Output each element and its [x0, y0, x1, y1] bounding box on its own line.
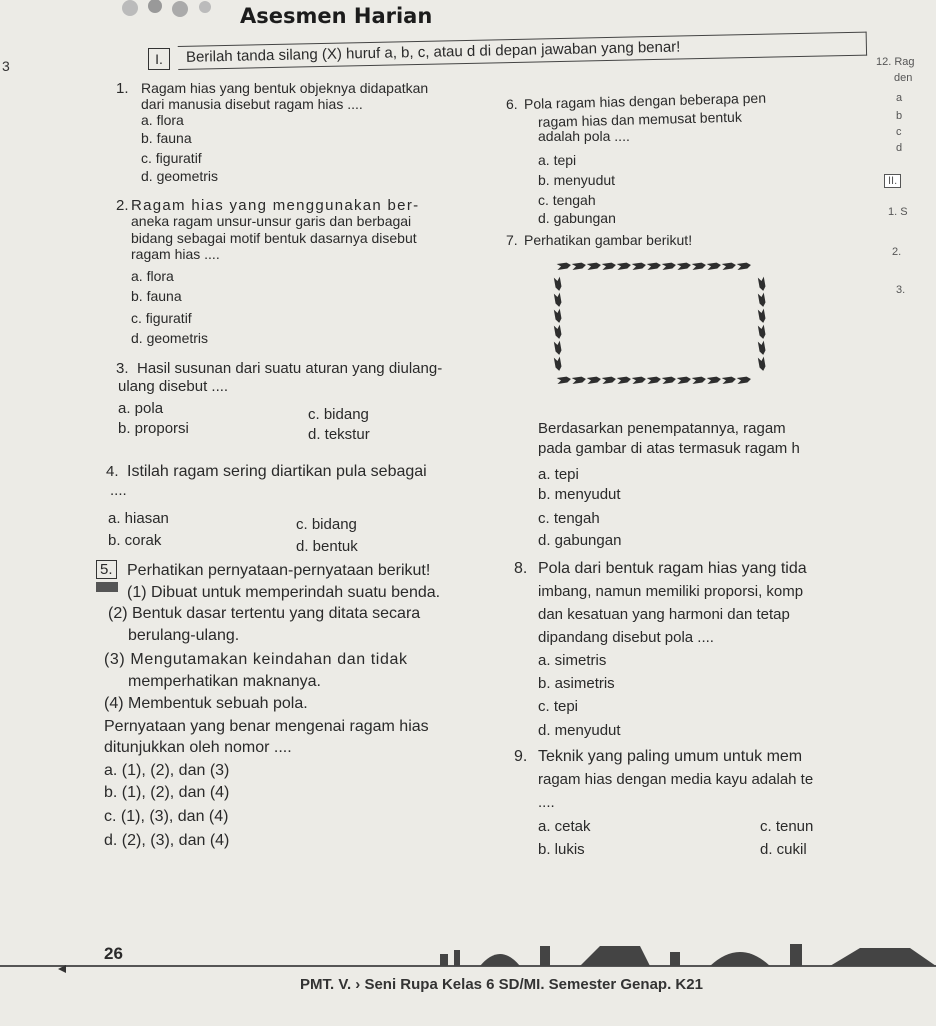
option-a[interactable]: a. flora [141, 112, 184, 128]
fragment-item-3: 3. [896, 284, 906, 296]
border-motif [737, 262, 752, 270]
option-d[interactable]: d. menyudut [538, 722, 621, 739]
option-d[interactable]: d. bentuk [296, 538, 358, 555]
option-a[interactable]: a. hiasan [108, 510, 169, 527]
border-motif [587, 262, 602, 270]
border-motif [572, 262, 587, 270]
border-motif [758, 309, 766, 324]
border-motif [722, 262, 737, 270]
question-text: Teknik yang paling umum untuk mem [538, 748, 803, 765]
border-motif [758, 293, 766, 308]
border-motif [554, 293, 562, 308]
option-d[interactable]: d. cukil [760, 841, 807, 858]
question-text: Ragam hias yang menggunakan ber- [131, 197, 420, 214]
hots-badge [96, 582, 118, 592]
question-text: ragam hias .... [131, 246, 220, 262]
statement-2-cont: berulang-ulang. [128, 627, 240, 644]
question-text: dan kesatuan yang harmoni dan tetap [538, 606, 790, 623]
border-motif [722, 376, 737, 384]
question-number: 5. [96, 560, 117, 579]
option-d[interactable]: d. geometris [141, 168, 219, 184]
option-c[interactable]: c. tengah [538, 510, 600, 527]
option-c[interactable]: c. tengah [538, 192, 596, 208]
option-b[interactable]: b. proporsi [118, 420, 189, 437]
statement-3: (3) Mengutamakan keindahan dan tidak [104, 651, 408, 668]
question-text: Ragam hias yang bentuk objeknya didapatkan [141, 80, 429, 96]
skyline-decoration-icon [440, 932, 936, 966]
question-text: Berdasarkan penempatannya, ragam [538, 420, 786, 437]
question-text: imbang, namun memiliki proporsi, komp [538, 583, 804, 600]
question-text: Hasil susunan dari suatu aturan yang diulang- [137, 360, 443, 377]
question-number: 7. [506, 232, 518, 248]
border-motif [554, 309, 562, 324]
question-text: Perhatikan pernyataan-pernyataan berikut! [127, 562, 431, 579]
border-motif [758, 357, 766, 372]
question-number: 6. [506, 96, 518, 112]
page-header-title: Asesmen Harian [240, 4, 433, 28]
border-motif [617, 262, 632, 270]
border-motif [554, 277, 562, 292]
fragment-text: den [894, 72, 913, 84]
border-motif [758, 277, 766, 292]
option-c[interactable]: c. (1), (3), dan (4) [104, 808, 229, 825]
border-motif [554, 341, 562, 356]
section-number: I. [148, 48, 170, 70]
question-text: dipandang disebut pola .... [538, 629, 714, 646]
border-motif [692, 376, 707, 384]
option-d[interactable]: d. geometris [131, 330, 209, 346]
option-c[interactable]: c. bidang [308, 406, 369, 423]
option-a[interactable]: a. simetris [538, 652, 607, 669]
footer-text: PMT. V. › Seni Rupa Kelas 6 SD/MI. Semester Genap. K21 [300, 976, 703, 993]
border-motif [617, 376, 632, 384]
option-b[interactable]: b. menyudut [538, 172, 616, 188]
fragment-option-c: c [896, 126, 902, 138]
question-number: 3. [116, 360, 129, 377]
question-text: .... [538, 794, 555, 811]
fragment-item-1: 1. S [888, 206, 908, 218]
option-c[interactable]: c. figuratif [131, 310, 192, 326]
question-text: ditunjukkan oleh nomor .... [104, 739, 292, 756]
border-motif [632, 262, 647, 270]
border-motif [707, 376, 722, 384]
statement-4: (4) Membentuk sebuah pola. [104, 695, 308, 712]
fragment-option-d: d [896, 142, 903, 154]
option-d[interactable]: d. (2), (3), dan (4) [104, 832, 230, 849]
option-c[interactable]: c. figuratif [141, 150, 202, 166]
question-number: 2. [116, 197, 129, 214]
option-d[interactable]: d. tekstur [308, 426, 370, 443]
border-motif [707, 262, 722, 270]
border-motif [692, 262, 707, 270]
question-text: pada gambar di atas termasuk ragam h [538, 440, 800, 457]
fragment-option-a: a [896, 92, 903, 104]
question-text: Pernyataan yang benar mengenai ragam hias [104, 718, 429, 735]
border-motif [677, 376, 692, 384]
side-page-number: 3 [2, 58, 10, 74]
option-c[interactable]: c. bidang [296, 516, 357, 533]
border-motif [662, 376, 677, 384]
option-b[interactable]: b. menyudut [538, 486, 621, 503]
border-motif [602, 376, 617, 384]
question-text: ulang disebut .... [118, 378, 229, 395]
question-text: bidang sebagai motif bentuk dasarnya disebut [131, 230, 417, 246]
option-b[interactable]: b. asimetris [538, 675, 615, 692]
border-motif [758, 341, 766, 356]
flower-decoration-icon [110, 0, 230, 22]
option-a[interactable]: a. (1), (2), dan (3) [104, 762, 230, 779]
section-instruction: Berilah tanda silang (X) huruf a, b, c, atau d di depan jawaban yang benar! [178, 32, 867, 70]
option-b[interactable]: b. fauna [131, 288, 182, 304]
question-12-fragment: 12. Rag [876, 56, 915, 68]
border-motif [554, 325, 562, 340]
option-c[interactable]: c. tepi [538, 698, 579, 715]
fragment-item-2: 2. [892, 246, 902, 258]
question-text: Pola dari bentuk ragam hias yang tida [538, 560, 807, 577]
question-text: Perhatikan gambar berikut! [524, 232, 693, 248]
border-motif [632, 376, 647, 384]
question-text: Pola ragam hias dengan beberapa pen [523, 89, 767, 112]
border-motif [557, 262, 572, 270]
question-text: adalah pola .... [538, 128, 630, 144]
option-d[interactable]: d. gabungan [538, 210, 616, 226]
border-pattern-figure [550, 258, 770, 386]
border-motif [557, 376, 572, 384]
border-motif [602, 262, 617, 270]
question-text: Istilah ragam sering diartikan pula sebagai [127, 463, 427, 480]
option-a[interactable]: a. pola [118, 400, 164, 417]
statement-3-cont: memperhatikan maknanya. [128, 673, 321, 690]
statement-2: (2) Bentuk dasar tertentu yang ditata secara [108, 605, 421, 622]
border-motif [572, 376, 587, 384]
option-b[interactable]: b. (1), (2), dan (4) [104, 784, 230, 801]
fragment-section-number: II. [884, 174, 901, 188]
option-b[interactable]: b. fauna [141, 130, 192, 146]
option-a[interactable]: a. tepi [538, 152, 577, 168]
question-number: 9. [514, 748, 528, 765]
question-text: dari manusia disebut ragam hias .... [141, 96, 363, 112]
border-motif [647, 376, 662, 384]
border-motif [554, 357, 562, 372]
border-motif [677, 262, 692, 270]
option-d[interactable]: d. gabungan [538, 532, 622, 549]
question-text: ragam hias dan memusat bentuk [537, 108, 743, 130]
border-motif [587, 376, 602, 384]
question-number: 4. [106, 463, 119, 480]
option-a[interactable]: a. cetak [538, 818, 591, 835]
border-motif [737, 376, 752, 384]
page-number: 26 [104, 944, 123, 963]
option-a[interactable]: a. flora [131, 268, 174, 284]
border-motif [647, 262, 662, 270]
question-text: aneka ragam unsur-unsur garis dan berbagai [131, 213, 412, 229]
question-number: 1. [116, 80, 129, 97]
option-a[interactable]: a. tepi [538, 466, 579, 483]
option-b[interactable]: b. corak [108, 532, 162, 549]
border-motif [758, 325, 766, 340]
question-number: 8. [514, 560, 528, 577]
question-text: ragam hias dengan media kayu adalah te [538, 771, 814, 788]
border-motif [662, 262, 677, 270]
option-c[interactable]: c. tenun [760, 818, 814, 835]
fragment-option-b: b [896, 110, 903, 122]
statement-1: (1) Dibuat untuk memperindah suatu benda. [127, 584, 441, 601]
question-text: .... [110, 482, 127, 499]
option-b[interactable]: b. lukis [538, 841, 585, 858]
